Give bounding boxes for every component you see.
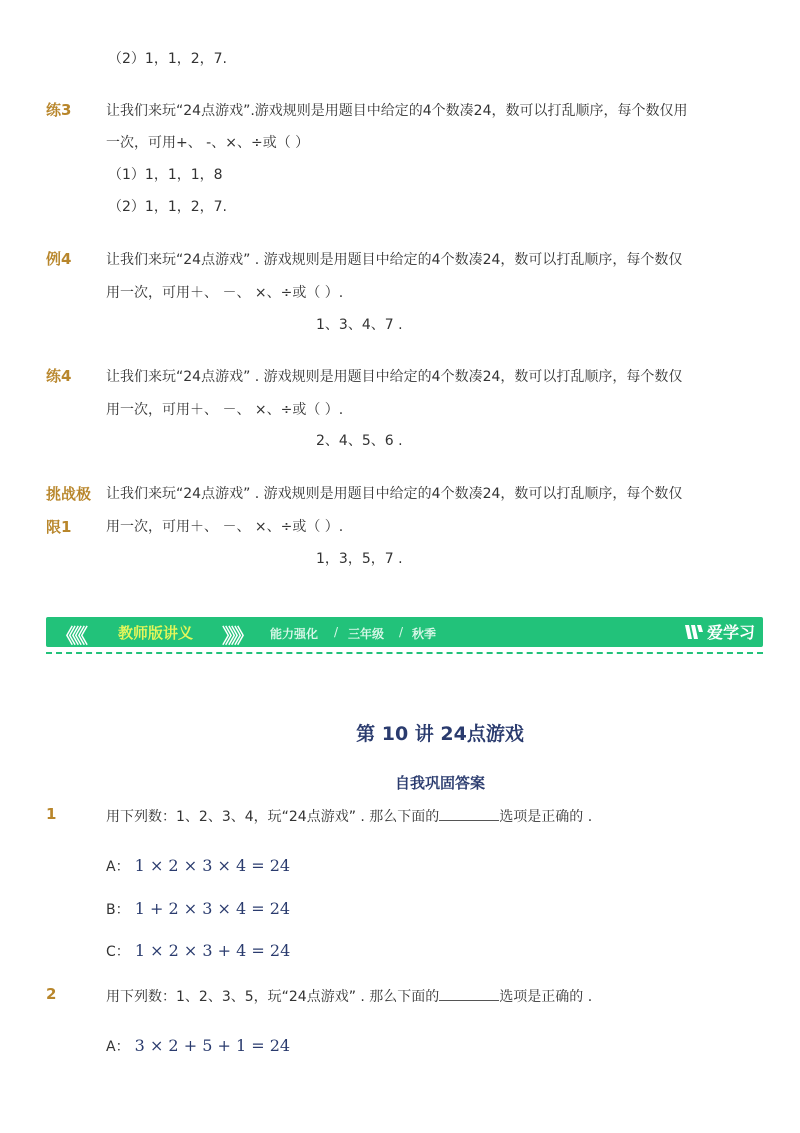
lecture-banner (46, 617, 763, 647)
question2-prompt-before: 用下列数：1、2、3、5，玩“24点游戏” . 那么下面的 (106, 989, 440, 1005)
chevrons-left-icon: 《《《 (56, 624, 84, 648)
practice3-item2: （2）1，1，2，7. (108, 199, 227, 215)
challenge-line2: 用一次，可用＋、 －、 ×、÷或（ ）. (106, 519, 344, 535)
chevrons-right-icon: 》》》 (222, 624, 250, 648)
banner-crumb-grade: 三年级 (348, 627, 385, 641)
section-title: 自我巩固答案 (394, 774, 485, 792)
question2-prompt (106, 986, 592, 1006)
question1-prompt-before: 用下列数：1、2、3、4，玩“24点游戏” . 那么下面的 (106, 809, 440, 825)
challenge-label-line2: 限1 (46, 518, 72, 536)
challenge-label-line1: 挑战极 (46, 485, 92, 503)
banner-divider (46, 652, 763, 654)
practice3-label: 练3 (46, 101, 72, 119)
practice3-line2: 一次，可用+、 -、×、÷或（ ） (106, 135, 310, 151)
practice4-line1: 让我们来玩“24点游戏” . 游戏规则是用题目中给定的4个数凑24，数可以打乱顺序，每个数仅 (106, 369, 683, 385)
practice4-label: 练4 (46, 367, 72, 385)
practice4-line2: 用一次，可用＋、 －、 ×、÷或（ ）. (106, 402, 344, 418)
practice4-numbers: 2、4、5、6 . (316, 433, 403, 449)
brand-logo (684, 620, 755, 643)
option-label: B： (106, 902, 130, 918)
question1-option-b (106, 899, 290, 919)
question1-prompt (106, 806, 592, 826)
question1-number: 1 (46, 805, 57, 823)
brand-logo-text: 爱学习 (706, 623, 755, 642)
option-label: A： (106, 859, 130, 875)
banner-title: 教师版讲义 (118, 624, 194, 642)
question1-option-c (106, 941, 290, 961)
question2-option-a (106, 1036, 290, 1056)
banner-crumb-season: 秋季 (412, 627, 437, 641)
question2-prompt-after: 选项是正确的 . (499, 989, 593, 1005)
option-expression: 1 × 2 × 3 + 4 = 24 (134, 941, 291, 960)
option-expression: 1 × 2 × 3 × 4 = 24 (134, 856, 291, 875)
example4-line2: 用一次，可用＋、 －、 ×、÷或（ ）. (106, 285, 344, 301)
question1-option-a (106, 856, 290, 876)
example4-label: 例4 (46, 250, 72, 268)
question2-number: 2 (46, 985, 57, 1003)
option-expression: 3 × 2 + 5 + 1 = 24 (134, 1036, 291, 1055)
example4-numbers: 1、3、4、7 . (316, 317, 403, 333)
banner-separator: / (399, 625, 404, 639)
question1-prompt-after: 选项是正确的 . (499, 809, 593, 825)
continued-item: （2）1，1，2，7. (108, 51, 227, 67)
page-title: 第 10 讲 24点游戏 (356, 723, 524, 745)
option-label: C： (106, 944, 130, 960)
option-expression: 1 + 2 × 3 × 4 = 24 (134, 899, 291, 918)
example4-line1: 让我们来玩“24点游戏” . 游戏规则是用题目中给定的4个数凑24，数可以打乱顺序，每个数仅 (106, 252, 683, 268)
practice3-line1: 让我们来玩“24点游戏”.游戏规则是用题目中给定的4个数凑24，数可以打乱顺序，每个数仅用 (106, 103, 688, 119)
answer-blank (439, 988, 499, 1001)
challenge-line1: 让我们来玩“24点游戏” . 游戏规则是用题目中给定的4个数凑24，数可以打乱顺序，每个数仅 (106, 486, 683, 502)
banner-separator: / (334, 625, 339, 639)
option-label: A： (106, 1039, 130, 1055)
challenge-numbers: 1，3，5，7 . (316, 551, 403, 567)
banner-crumb-ability: 能力强化 (270, 627, 319, 641)
brand-logo-icon (684, 623, 704, 641)
practice3-item1: （1）1，1，1，8 (108, 167, 223, 183)
answer-blank (439, 808, 499, 821)
